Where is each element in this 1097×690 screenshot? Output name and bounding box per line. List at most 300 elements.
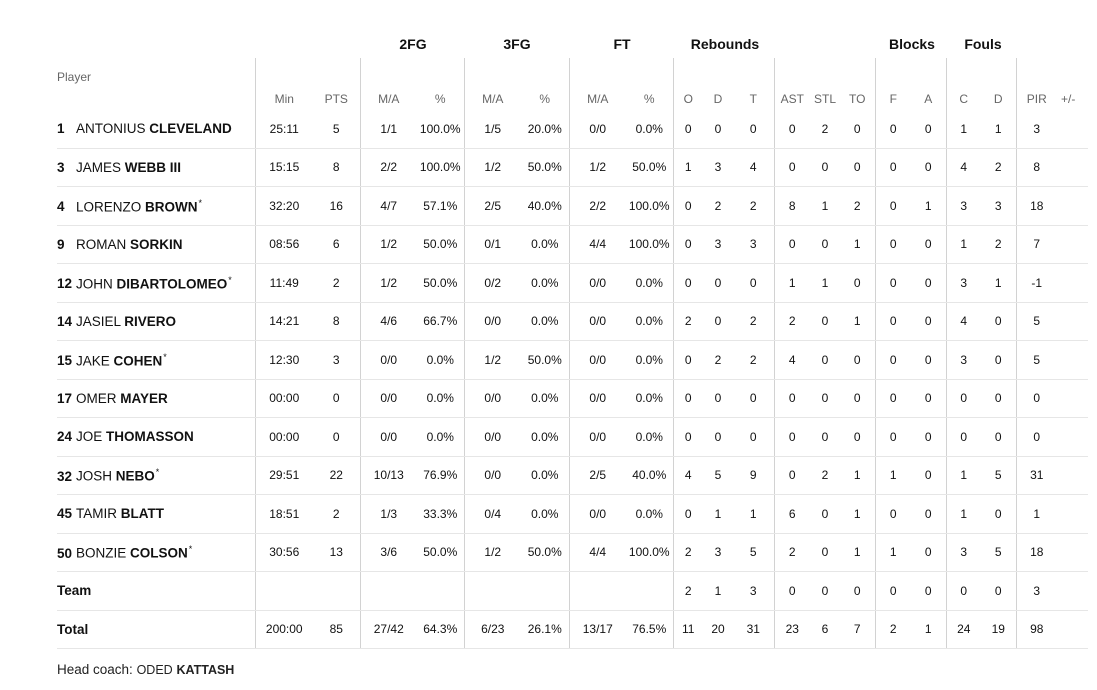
cell-reb-o: 0 xyxy=(673,341,703,380)
cell-pir: 31 xyxy=(1016,456,1057,495)
player-number: 17 xyxy=(57,390,73,406)
cell-blk-a: 0 xyxy=(911,110,946,148)
player-first-name: BONZIE xyxy=(76,545,127,561)
col-header-foul-c[interactable]: C xyxy=(946,58,981,110)
cell-to: 0 xyxy=(840,418,875,457)
cell-pts: 6 xyxy=(313,225,360,264)
cell-ft-ma: 13/17 xyxy=(569,610,626,649)
cell-ft-ma: 4/4 xyxy=(569,533,626,572)
cell-stl: 0 xyxy=(810,572,840,611)
cell-pts: 16 xyxy=(313,187,360,226)
cell-pts: 0 xyxy=(313,379,360,418)
cell-stl: 0 xyxy=(810,533,840,572)
cell-foul-c: 1 xyxy=(946,225,981,264)
cell-foul-c: 0 xyxy=(946,418,981,457)
cell-min: 18:51 xyxy=(255,495,313,534)
cell-pm xyxy=(1057,110,1088,148)
cell-reb-o: 11 xyxy=(673,610,703,649)
head-coach xyxy=(57,662,234,677)
cell-stl: 2 xyxy=(810,110,840,148)
player-cell[interactable] xyxy=(57,495,255,534)
cell-foul-d: 1 xyxy=(981,110,1016,148)
cell-pts: 85 xyxy=(313,610,360,649)
cell-to: 2 xyxy=(840,187,875,226)
cell-stl: 0 xyxy=(810,148,840,187)
cell-min: 12:30 xyxy=(255,341,313,380)
cell-reb-d: 20 xyxy=(703,610,733,649)
player-cell[interactable] xyxy=(57,110,255,148)
cell-reb-t: 1 xyxy=(733,495,774,534)
cell-foul-c: 0 xyxy=(946,572,981,611)
cell-ft-ma: 2/5 xyxy=(569,456,626,495)
cell-fg2-ma: 1/2 xyxy=(360,264,417,303)
cell-blk-a: 0 xyxy=(911,225,946,264)
player-first-name: OMER xyxy=(76,390,117,406)
player-cell[interactable] xyxy=(57,187,255,226)
cell-ast: 23 xyxy=(774,610,810,649)
cell-reb-t: 0 xyxy=(733,379,774,418)
cell-reb-d: 5 xyxy=(703,456,733,495)
player-first-name: JOE xyxy=(76,429,103,445)
cell-fg2-pct: 50.0% xyxy=(417,264,464,303)
cell-reb-t: 4 xyxy=(733,148,774,187)
cell-pm xyxy=(1057,225,1088,264)
cell-fg2-pct: 64.3% xyxy=(417,610,464,649)
player-number: 4 xyxy=(57,199,65,214)
col-header-min[interactable]: Min xyxy=(255,58,313,110)
player-number: 12 xyxy=(57,276,73,291)
cell-blk-a: 0 xyxy=(911,379,946,418)
cell-reb-d: 1 xyxy=(703,495,733,534)
player-number: 45 xyxy=(57,506,73,522)
total-row-label: Total xyxy=(57,610,255,649)
col-header-foul-d[interactable]: D xyxy=(993,92,1003,106)
cell-reb-t: 2 xyxy=(733,302,774,341)
cell-stl: 0 xyxy=(810,418,840,457)
cell-reb-d: 2 xyxy=(703,187,733,226)
stats-table xyxy=(57,58,1088,649)
cell-foul-d: 3 xyxy=(981,187,1016,226)
player-cell[interactable] xyxy=(57,379,255,418)
cell-reb-o: 0 xyxy=(673,264,703,303)
col-header-3fg-pct[interactable]: % xyxy=(539,92,551,106)
cell-fg2-pct: 33.3% xyxy=(417,495,464,534)
cell-pir: 5 xyxy=(1016,302,1057,341)
cell-blk-f: 0 xyxy=(875,379,911,418)
player-row xyxy=(57,302,1088,341)
cell-min: 11:49 xyxy=(255,264,313,303)
cell-blk-a: 1 xyxy=(911,187,946,226)
cell-fg2-ma: 2/2 xyxy=(360,148,417,187)
group-header-row xyxy=(57,36,1088,58)
cell-blk-f: 1 xyxy=(875,533,911,572)
player-first-name: TAMIR xyxy=(76,506,117,522)
cell-ast: 0 xyxy=(774,572,810,611)
cell-foul-c: 3 xyxy=(946,341,981,380)
starter-marker: * xyxy=(188,544,193,554)
cell-reb-t: 3 xyxy=(733,225,774,264)
cell-ft-pct: 100.0% xyxy=(626,187,673,226)
cell-fg2-pct: 50.0% xyxy=(417,533,464,572)
player-cell[interactable] xyxy=(57,456,255,495)
col-header-2fg-pct[interactable]: % xyxy=(434,92,446,106)
cell-foul-d: 2 xyxy=(981,148,1016,187)
cell-reb-o: 0 xyxy=(673,187,703,226)
cell-blk-f: 0 xyxy=(875,225,911,264)
cell-pir: 1 xyxy=(1016,495,1057,534)
cell-foul-c: 1 xyxy=(946,495,981,534)
starter-marker: * xyxy=(155,467,160,477)
cell-reb-o: 2 xyxy=(673,533,703,572)
cell-ft-pct: 0.0% xyxy=(626,302,673,341)
col-header-stl[interactable]: STL xyxy=(813,92,836,106)
team-row-label: Team xyxy=(57,572,255,611)
cell-foul-c: 3 xyxy=(946,187,981,226)
boxscore xyxy=(57,36,1088,649)
group-header-fouls: Fouls xyxy=(964,36,1002,52)
cell-blk-a: 0 xyxy=(911,572,946,611)
col-header-reb-o[interactable]: O xyxy=(673,58,703,110)
player-last-name: BROWN xyxy=(145,199,198,214)
cell-reb-d: 1 xyxy=(703,572,733,611)
cell-pir: 5 xyxy=(1016,341,1057,380)
group-header-2fg: 2FG xyxy=(399,36,427,52)
cell-ast: 0 xyxy=(774,110,810,148)
cell-fg3-pct: 50.0% xyxy=(521,148,569,187)
player-first-name: JASIEL xyxy=(76,313,121,329)
cell-foul-d: 5 xyxy=(981,533,1016,572)
cell-blk-f: 0 xyxy=(875,495,911,534)
cell-fg3-pct: 26.1% xyxy=(521,610,569,649)
col-header-ft-pct[interactable]: % xyxy=(643,92,655,106)
cell-pm xyxy=(1057,379,1088,418)
cell-min: 08:56 xyxy=(255,225,313,264)
player-cell[interactable] xyxy=(57,148,255,187)
cell-min xyxy=(255,572,313,611)
cell-reb-t: 0 xyxy=(733,110,774,148)
player-first-name: JAMES xyxy=(76,159,122,175)
player-cell[interactable] xyxy=(57,264,255,303)
cell-min: 30:56 xyxy=(255,533,313,572)
cell-foul-c: 3 xyxy=(946,533,981,572)
cell-fg3-ma: 1/2 xyxy=(464,533,521,572)
cell-to: 1 xyxy=(840,302,875,341)
cell-blk-a: 0 xyxy=(911,418,946,457)
col-header-2fg-ma[interactable]: M/A xyxy=(360,58,417,110)
cell-min: 00:00 xyxy=(255,418,313,457)
col-header-reb-d[interactable]: D xyxy=(713,92,723,106)
cell-ft-ma xyxy=(569,572,626,611)
cell-reb-t: 2 xyxy=(733,341,774,380)
cell-fg3-pct: 0.0% xyxy=(521,495,569,534)
cell-pts: 3 xyxy=(313,341,360,380)
cell-fg2-pct xyxy=(417,572,464,611)
cell-foul-d: 0 xyxy=(981,572,1016,611)
player-cell[interactable] xyxy=(57,302,255,341)
cell-pts: 8 xyxy=(313,148,360,187)
cell-pts: 2 xyxy=(313,495,360,534)
cell-pm xyxy=(1057,302,1088,341)
cell-foul-d: 0 xyxy=(981,341,1016,380)
cell-ft-ma: 4/4 xyxy=(569,225,626,264)
cell-fg3-ma: 0/0 xyxy=(464,418,521,457)
cell-ft-pct: 76.5% xyxy=(626,610,673,649)
player-number: 1 xyxy=(57,121,65,137)
cell-pir: 3 xyxy=(1016,572,1057,611)
col-header-ft-ma[interactable]: M/A xyxy=(569,58,626,110)
cell-ft-pct: 50.0% xyxy=(626,148,673,187)
col-header-reb-t[interactable]: T xyxy=(749,92,757,106)
cell-pm xyxy=(1057,264,1088,303)
cell-fg2-pct: 0.0% xyxy=(417,341,464,380)
cell-fg3-pct: 40.0% xyxy=(521,187,569,226)
cell-fg3-ma xyxy=(464,572,521,611)
cell-reb-o: 0 xyxy=(673,379,703,418)
player-first-name: ANTONIUS xyxy=(76,121,146,137)
player-number: 50 xyxy=(57,545,73,561)
cell-stl: 0 xyxy=(810,495,840,534)
col-header-blk-f[interactable]: F xyxy=(875,58,911,110)
cell-foul-c: 24 xyxy=(946,610,981,649)
player-cell[interactable] xyxy=(57,533,255,572)
cell-blk-f: 0 xyxy=(875,110,911,148)
cell-foul-d: 5 xyxy=(981,456,1016,495)
cell-pm xyxy=(1057,610,1088,649)
group-header-blocks: Blocks xyxy=(889,36,935,52)
player-number: 15 xyxy=(57,353,73,368)
cell-ast: 0 xyxy=(774,418,810,457)
cell-foul-c: 3 xyxy=(946,264,981,303)
total-row xyxy=(57,610,1088,649)
cell-ft-pct: 0.0% xyxy=(626,341,673,380)
cell-blk-f: 0 xyxy=(875,302,911,341)
col-header-to[interactable]: TO xyxy=(849,92,866,106)
cell-pts: 2 xyxy=(313,264,360,303)
cell-min: 14:21 xyxy=(255,302,313,341)
cell-pm xyxy=(1057,341,1088,380)
cell-fg2-ma: 4/7 xyxy=(360,187,417,226)
cell-ft-ma: 0/0 xyxy=(569,418,626,457)
cell-blk-f: 0 xyxy=(875,341,911,380)
cell-ft-pct: 0.0% xyxy=(626,264,673,303)
col-header-player[interactable]: Player xyxy=(57,70,92,84)
player-last-name: COHEN xyxy=(113,353,163,368)
cell-reb-d: 0 xyxy=(703,379,733,418)
cell-fg3-pct: 0.0% xyxy=(521,302,569,341)
cell-reb-o: 4 xyxy=(673,456,703,495)
cell-fg3-pct: 50.0% xyxy=(521,533,569,572)
cell-fg3-ma: 2/5 xyxy=(464,187,521,226)
column-header-row xyxy=(57,58,1088,110)
cell-fg2-ma: 1/2 xyxy=(360,225,417,264)
player-cell[interactable] xyxy=(57,225,255,264)
cell-pir: 98 xyxy=(1016,610,1057,649)
player-row xyxy=(57,110,1088,148)
cell-reb-d: 0 xyxy=(703,264,733,303)
cell-fg2-pct: 57.1% xyxy=(417,187,464,226)
team-row xyxy=(57,572,1088,611)
col-header-ast[interactable]: AST xyxy=(774,58,810,110)
cell-blk-f: 0 xyxy=(875,264,911,303)
cell-stl: 0 xyxy=(810,341,840,380)
cell-min: 29:51 xyxy=(255,456,313,495)
player-row xyxy=(57,187,1088,226)
cell-pir: 7 xyxy=(1016,225,1057,264)
cell-pm xyxy=(1057,533,1088,572)
player-row xyxy=(57,495,1088,534)
cell-pir: 3 xyxy=(1016,110,1057,148)
col-header-blk-a[interactable]: A xyxy=(924,92,933,106)
cell-pts xyxy=(313,572,360,611)
cell-foul-d: 1 xyxy=(981,264,1016,303)
cell-ft-ma: 0/0 xyxy=(569,302,626,341)
cell-reb-d: 3 xyxy=(703,225,733,264)
cell-to: 1 xyxy=(840,495,875,534)
player-cell[interactable] xyxy=(57,418,255,457)
cell-reb-d: 3 xyxy=(703,148,733,187)
cell-pir: -1 xyxy=(1016,264,1057,303)
cell-reb-t: 31 xyxy=(733,610,774,649)
starter-marker: * xyxy=(228,274,232,285)
starter-marker: * xyxy=(198,197,203,208)
cell-min: 15:15 xyxy=(255,148,313,187)
cell-blk-a: 0 xyxy=(911,495,946,534)
cell-fg3-pct: 0.0% xyxy=(521,379,569,418)
cell-ast: 0 xyxy=(774,148,810,187)
cell-min: 00:00 xyxy=(255,379,313,418)
cell-to: 7 xyxy=(840,610,875,649)
group-header-ft: FT xyxy=(613,36,631,52)
cell-pts: 22 xyxy=(313,456,360,495)
cell-ast: 8 xyxy=(774,187,810,226)
cell-foul-d: 19 xyxy=(981,610,1016,649)
cell-fg3-ma: 6/23 xyxy=(464,610,521,649)
cell-ast: 2 xyxy=(774,533,810,572)
cell-blk-a: 0 xyxy=(911,341,946,380)
cell-blk-f: 1 xyxy=(875,456,911,495)
player-number: 14 xyxy=(57,313,73,329)
cell-stl: 1 xyxy=(810,264,840,303)
col-header-pir[interactable]: PIR xyxy=(1016,58,1057,110)
cell-stl: 1 xyxy=(810,187,840,226)
cell-foul-c: 0 xyxy=(946,379,981,418)
col-header-plusminus[interactable]: +/- xyxy=(1061,92,1076,106)
cell-blk-a: 0 xyxy=(911,456,946,495)
cell-ast: 0 xyxy=(774,379,810,418)
player-row xyxy=(57,379,1088,418)
cell-blk-f: 0 xyxy=(875,187,911,226)
cell-fg2-ma: 0/0 xyxy=(360,341,417,380)
cell-ft-ma: 0/0 xyxy=(569,341,626,380)
cell-fg3-pct: 20.0% xyxy=(521,110,569,148)
cell-fg3-ma: 1/2 xyxy=(464,148,521,187)
cell-ft-ma: 0/0 xyxy=(569,379,626,418)
cell-reb-d: 0 xyxy=(703,302,733,341)
cell-fg2-pct: 76.9% xyxy=(417,456,464,495)
player-row xyxy=(57,148,1088,187)
cell-foul-d: 0 xyxy=(981,379,1016,418)
cell-fg3-pct: 0.0% xyxy=(521,456,569,495)
cell-pts: 13 xyxy=(313,533,360,572)
head-coach-first: ODED xyxy=(136,663,173,677)
cell-fg2-pct: 50.0% xyxy=(417,225,464,264)
cell-min: 25:11 xyxy=(255,110,313,148)
cell-blk-a: 0 xyxy=(911,302,946,341)
cell-ft-pct xyxy=(626,572,673,611)
cell-pir: 8 xyxy=(1016,148,1057,187)
cell-reb-o: 2 xyxy=(673,572,703,611)
cell-fg2-pct: 0.0% xyxy=(417,418,464,457)
head-coach-label: Head coach: xyxy=(57,662,133,677)
stats-body xyxy=(57,110,1088,649)
cell-fg3-pct xyxy=(521,572,569,611)
player-last-name: CLEVELAND xyxy=(149,121,232,137)
player-number: 32 xyxy=(57,468,73,484)
cell-fg3-ma: 1/5 xyxy=(464,110,521,148)
player-first-name: JOSH xyxy=(76,468,113,484)
cell-min: 32:20 xyxy=(255,187,313,226)
player-first-name: ROMAN xyxy=(76,236,127,252)
cell-fg2-ma: 27/42 xyxy=(360,610,417,649)
cell-reb-t: 0 xyxy=(733,264,774,303)
player-number: 3 xyxy=(57,159,65,175)
player-number: 24 xyxy=(57,429,73,445)
cell-to: 0 xyxy=(840,264,875,303)
cell-fg2-ma xyxy=(360,572,417,611)
col-header-pts[interactable]: PTS xyxy=(324,92,348,106)
cell-ast: 6 xyxy=(774,495,810,534)
cell-reb-o: 0 xyxy=(673,495,703,534)
cell-pm xyxy=(1057,187,1088,226)
group-header-rebounds: Rebounds xyxy=(690,36,760,52)
cell-pm xyxy=(1057,148,1088,187)
cell-to: 0 xyxy=(840,341,875,380)
col-header-3fg-ma[interactable]: M/A xyxy=(464,58,521,110)
cell-reb-t: 5 xyxy=(733,533,774,572)
cell-ft-ma: 2/2 xyxy=(569,187,626,226)
cell-reb-t: 3 xyxy=(733,572,774,611)
cell-pm xyxy=(1057,495,1088,534)
cell-ast: 4 xyxy=(774,341,810,380)
cell-stl: 2 xyxy=(810,456,840,495)
cell-foul-c: 1 xyxy=(946,456,981,495)
cell-fg2-ma: 4/6 xyxy=(360,302,417,341)
cell-stl: 0 xyxy=(810,225,840,264)
cell-reb-t: 0 xyxy=(733,418,774,457)
cell-pm xyxy=(1057,418,1088,457)
cell-pts: 0 xyxy=(313,418,360,457)
cell-blk-f: 0 xyxy=(875,418,911,457)
cell-ft-pct: 100.0% xyxy=(626,533,673,572)
cell-ast: 1 xyxy=(774,264,810,303)
cell-fg3-ma: 0/0 xyxy=(464,302,521,341)
cell-fg2-ma: 3/6 xyxy=(360,533,417,572)
cell-fg3-ma: 0/1 xyxy=(464,225,521,264)
cell-blk-f: 0 xyxy=(875,572,911,611)
cell-blk-f: 2 xyxy=(875,610,911,649)
player-row xyxy=(57,264,1088,303)
cell-fg2-ma: 0/0 xyxy=(360,418,417,457)
player-last-name: DIBARTOLOMEO xyxy=(116,276,228,291)
cell-pm xyxy=(1057,572,1088,611)
cell-reb-t: 2 xyxy=(733,187,774,226)
cell-fg2-pct: 100.0% xyxy=(417,148,464,187)
player-last-name: THOMASSON xyxy=(106,429,194,445)
cell-blk-a: 1 xyxy=(911,610,946,649)
player-cell[interactable] xyxy=(57,341,255,380)
head-coach-last: KATTASH xyxy=(176,663,235,677)
cell-fg3-ma: 0/4 xyxy=(464,495,521,534)
